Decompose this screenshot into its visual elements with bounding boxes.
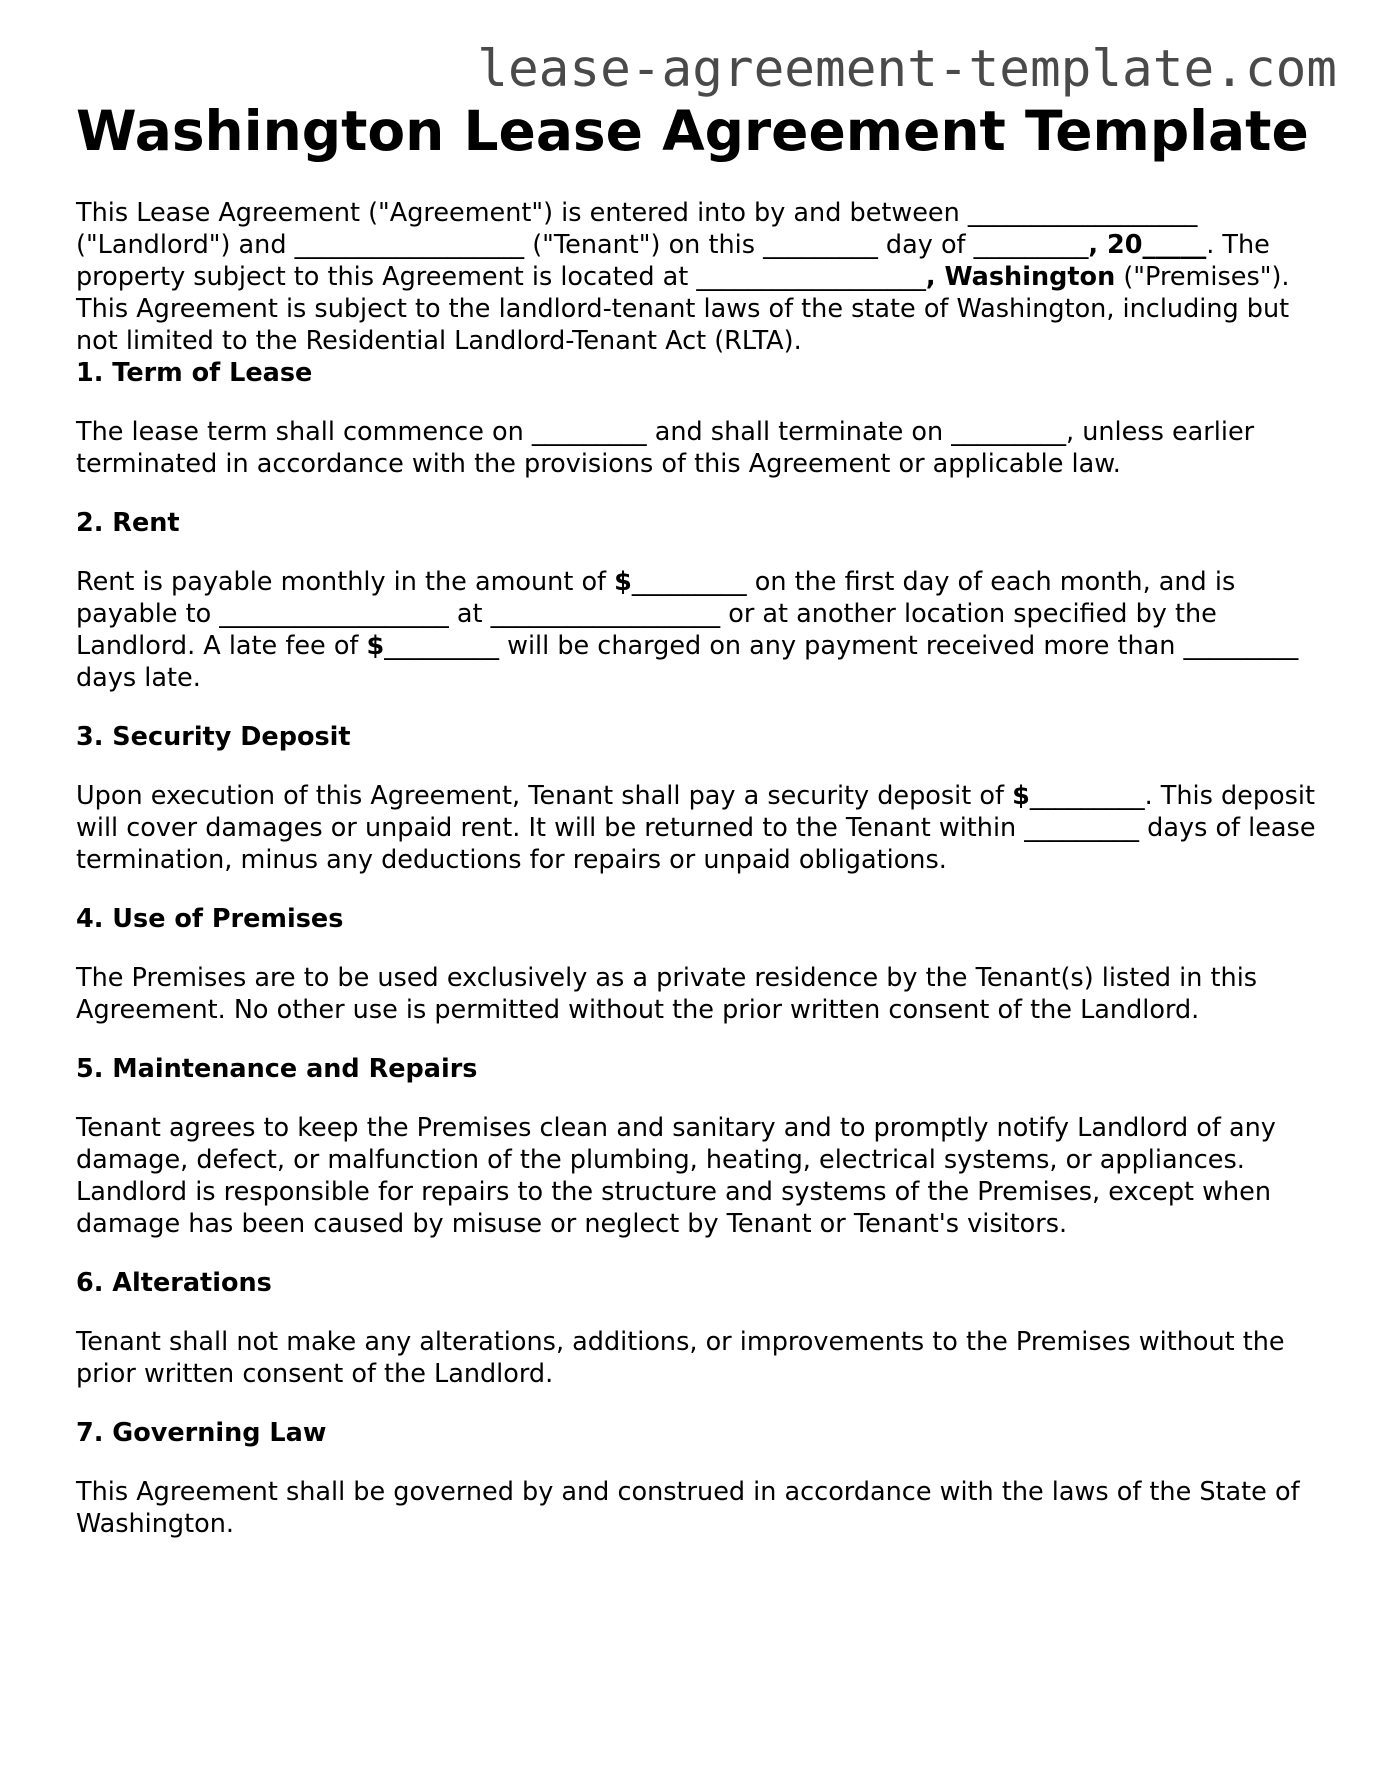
intro-state: , Washington: [925, 262, 1116, 292]
dollar-sign: $: [366, 631, 385, 661]
dollar-sign: $: [614, 567, 632, 597]
section-body: The lease term shall commence on _________ and shall terminate on _________, unless earlier terminated in accordance with the provisions of this Agreement or applicable law.: [76, 417, 1255, 479]
intro-text-2: . The property subject to this Agreement is located at __________________: [76, 230, 1270, 292]
section-use-of-premises: [76, 903, 1316, 1026]
section-heading: 5. Maintenance and Repairs: [76, 1054, 478, 1084]
section-alterations: [76, 1267, 1316, 1390]
section-body: Tenant shall not make any alterations, additions, or improvements to the Premises without the prior written consent of the Landlord.: [76, 1327, 1285, 1389]
section-term-of-lease: [76, 357, 1316, 480]
deposit-text-1: Upon execution of this Agreement, Tenant shall pay a security deposit of: [76, 781, 1013, 811]
section-body: [76, 780, 1316, 876]
rent-text-1: Rent is payable monthly in the amount of: [76, 567, 615, 597]
section-maintenance-repairs: [76, 1053, 1316, 1240]
intro-paragraph: [76, 197, 1316, 357]
intro-date-year: , 20_____: [1088, 230, 1207, 260]
dollar-sign: $: [1012, 781, 1030, 811]
rent-text-2: _________ on the first day of each month, and is payable to __________________ at __________________ or at another location specified by the Landlord. A late fee of: [76, 567, 1236, 661]
section-body: This Agreement shall be governed by and construed in accordance with the laws of the State of Washington.: [76, 1477, 1300, 1539]
rent-text-3: _________ will be charged on any payment received more than _________ days late.: [76, 631, 1299, 693]
intro-text-3: ("Premises"). This Agreement is subject to the landlord-tenant laws of the state of Washington, including but not limited to the Residential Landlord-Tenant Act (RLTA).: [76, 262, 1290, 356]
section-body: Tenant agrees to keep the Premises clean and sanitary and to promptly notify Landlord of any damage, defect, or malfunction of the plumbing, heating, electrical systems, or appliances. Landlord is responsible for repairs to the structure and systems of the Premises, except when damage has been caused by misuse or neglect by Tenant or Tenant's visitors.: [76, 1113, 1276, 1239]
page-title: Washington Lease Agreement Template: [76, 99, 1309, 163]
section-rent: [76, 507, 1316, 694]
section-heading: 2. Rent: [76, 508, 180, 538]
section-body: [76, 566, 1316, 694]
section-governing-law: [76, 1417, 1316, 1540]
deposit-text-2: _________. This deposit will cover damages or unpaid rent. It will be returned to the Tenant within _________ days of lease termination, minus any deductions for repairs or unpaid obligations.: [76, 781, 1316, 875]
section-security-deposit: [76, 721, 1316, 876]
document-body: [76, 197, 1316, 1567]
section-heading: 6. Alterations: [76, 1268, 272, 1298]
site-watermark: lease-agreement-template.com: [477, 40, 1337, 99]
section-heading: 4. Use of Premises: [76, 904, 344, 934]
section-body: The Premises are to be used exclusively as a private residence by the Tenant(s) listed in this Agreement. No other use is permitted without the prior written consent of the Landlord.: [76, 963, 1258, 1025]
intro-text-1: This Lease Agreement ("Agreement") is entered into by and between __________________ ("Landlord") and __________________ ("Tenant") on this _________ day of _________: [76, 198, 1198, 260]
section-heading: 1. Term of Lease: [76, 358, 313, 388]
section-heading: 3. Security Deposit: [76, 722, 351, 752]
section-heading: 7. Governing Law: [76, 1418, 327, 1448]
